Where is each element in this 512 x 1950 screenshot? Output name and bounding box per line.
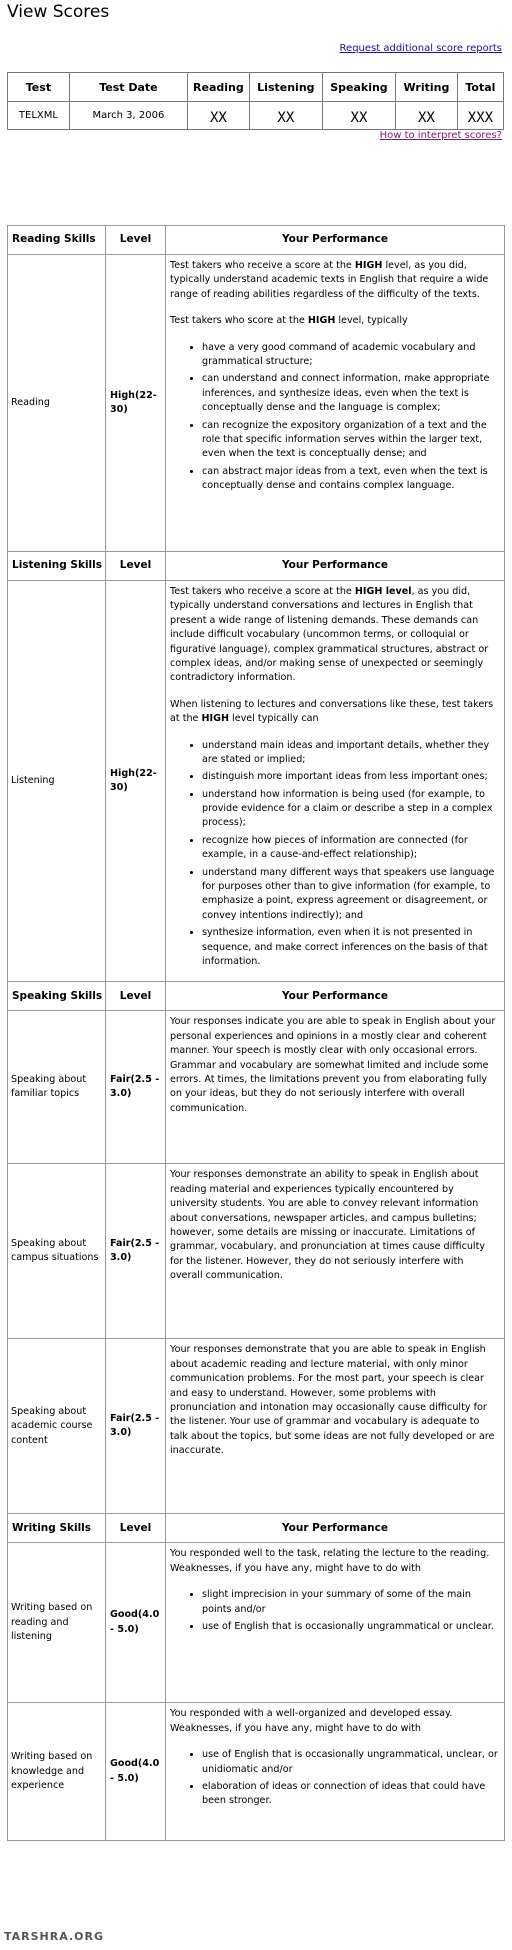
col-reading: Reading	[187, 73, 249, 102]
skill-level: Fair(2.5 - 3.0)	[106, 1339, 166, 1514]
performance-paragraph: You responded with a well-organized and developed essay. Weaknesses, if you have any, might have to do with	[170, 1708, 453, 1734]
writing-skills-heading: Writing Skills	[8, 1514, 106, 1543]
skill-level: High(22-30)	[106, 255, 166, 552]
skill-name: Writing based on knowledge and experience	[8, 1703, 106, 1841]
performance-heading: Your Performance	[166, 1514, 505, 1543]
cell-total-score	[457, 102, 503, 130]
skill-level: Fair(2.5 - 3.0)	[106, 1164, 166, 1339]
performance-description: Your responses indicate you are able to speak in English about your personal experiences and opinions in a mostly clear and coherent manner. Your speech is mostly clear with only occasional errors. Grammar and vocabulary are somewhat limited and include some errors. At times, the limitations prevent you from elaborating fully on your ideas, but they do not seriously interfere with overall communication.	[166, 1011, 505, 1164]
writing-score: XX	[418, 109, 435, 126]
skill-name: Writing based on reading and listening	[8, 1543, 106, 1703]
cell-test: TELXML	[8, 102, 70, 130]
skill-level: Good(4.0 - 5.0)	[106, 1543, 166, 1703]
skill-level: Fair(2.5 - 3.0)	[106, 1011, 166, 1164]
performance-heading: Your Performance	[166, 552, 505, 581]
writing-row	[8, 1543, 505, 1703]
text-run: level typically can	[229, 713, 319, 725]
reading-row	[8, 255, 505, 552]
speaking-header-row	[8, 982, 505, 1011]
bullet-item: • use of English that is occasionally ungrammatical, unclear, or unidiomatic and/or	[202, 1748, 498, 1777]
col-listening: Listening	[249, 73, 322, 102]
level-heading: Level	[106, 1514, 166, 1543]
total-score: XXX	[467, 109, 494, 126]
performance-description: Your responses demonstrate an ability to speak in English about reading material and experiences typically encountered by university students. You are able to convey relevant information about conversations, newspaper articles, and campus bulletins; however, some details are missing or inaccurate. Limitations of grammar, vocabulary, and pronunciation at times cause difficulty for the listener. However, they do not seriously interfere with overall communication.	[166, 1164, 505, 1339]
text-run: Test takers who score at the	[170, 315, 308, 327]
listening-score: XX	[277, 109, 295, 126]
interpret-scores-link[interactable]: How to interpret scores?	[379, 130, 502, 141]
bullet-item: • distinguish more important ideas from less important ones;	[202, 770, 498, 784]
bullet-item: • recognize how pieces of information are connected (for example, in a cause-and-effect relationship);	[202, 834, 498, 863]
bullet-item: • understand many different ways that speakers use language for purposes other than to give information (for example, to emphasize a point, express agreement or disagreement, or convey intentions indirectly); and	[202, 866, 498, 924]
bullet-item: • have a very good command of academic vocabulary and grammatical structure;	[202, 341, 498, 370]
performance-paragraph	[170, 314, 498, 328]
bullet-item: • can understand and connect information, make appropriate inferences, and synthesize ideas, even when the text is conceptually dense and the language is complex;	[202, 372, 498, 415]
reading-header-row	[8, 226, 505, 255]
performance-paragraph: You responded well to the task, relating the lecture to the reading. Weaknesses, if you have any, might have to do with	[170, 1548, 490, 1574]
level-emphasis: HIGH level	[354, 586, 412, 597]
speaking-score: XX	[350, 109, 368, 126]
bullet-item: • slight imprecision in your summary of some of the main points and/or	[202, 1588, 498, 1617]
performance-bullets	[170, 1748, 498, 1809]
skill-name: Listening	[8, 581, 106, 982]
col-speaking: Speaking	[322, 73, 395, 102]
page-title: View Scores	[7, 2, 110, 22]
col-writing: Writing	[396, 73, 458, 102]
bullet-item: • understand how information is being used (for example, to provide evidence for a claim or describe a step in a complex process);	[202, 788, 498, 831]
col-test-date: Test Date	[69, 73, 187, 102]
reading-skills-heading: Reading Skills	[8, 226, 106, 255]
performance-description	[166, 1543, 505, 1703]
speaking-row	[8, 1011, 505, 1164]
text-run: When listening to lectures and conversations like these, test takers at the	[170, 698, 494, 725]
text-run: , as you did, typically understand conversations and lectures in English that present a wide range of listening demands. These demands can include difficult vocabulary (uncommon terms, or colloquial or figurative language), complex grammatical structures, abstract or complex ideas, and/or making sense of unexpected or seemingly contradictory information.	[170, 586, 489, 684]
performance-heading: Your Performance	[166, 226, 505, 255]
site-watermark: TARSHRA.ORG	[4, 1930, 104, 1943]
cell-speaking-score	[322, 102, 395, 130]
text-run: Test takers who receive a score at the	[170, 586, 355, 597]
col-test: Test	[8, 73, 70, 102]
bullet-item: • synthesize information, even when it is not presented in sequence, and make correct inferences on the basis of that information.	[202, 926, 498, 969]
level-emphasis: HIGH	[307, 315, 336, 327]
skill-name: Reading	[8, 255, 106, 552]
bullet-item: • can recognize the expository organization of a text and the role that specific information serves within the larger text, even when the text is conceptually dense; and	[202, 419, 498, 462]
reading-score: XX	[209, 109, 227, 126]
listening-row	[8, 581, 505, 982]
skill-level: Good(4.0 - 5.0)	[106, 1703, 166, 1841]
level-heading: Level	[106, 982, 166, 1011]
performance-paragraph	[170, 259, 498, 302]
level-emphasis: HIGH	[354, 260, 383, 271]
performance-paragraph	[170, 585, 498, 686]
listening-header-row	[8, 552, 505, 581]
cell-reading-score	[187, 102, 249, 130]
performance-bullets	[170, 341, 498, 494]
speaking-row	[8, 1339, 505, 1514]
text-run: level, as you did, typically understand academic texts in English that require a wide range of reading abilities regardless of the difficulty of the texts.	[170, 260, 489, 300]
text-run: Test takers who receive a score at the	[170, 260, 355, 271]
bullet-item: • use of English that is occasionally ungrammatical or unclear.	[202, 1620, 498, 1634]
speaking-skills-heading: Speaking Skills	[8, 982, 106, 1011]
text-run: level, typically	[335, 315, 408, 327]
bullet-item: • understand main ideas and important details, whether they are stated or implied;	[202, 739, 498, 768]
cell-writing-score	[396, 102, 458, 130]
performance-description	[166, 255, 505, 552]
col-total: Total	[457, 73, 503, 102]
score-summary-header-row	[8, 73, 504, 102]
cell-listening-score	[249, 102, 322, 130]
skill-level: High(22-30)	[106, 581, 166, 982]
score-summary-table	[7, 72, 504, 130]
level-emphasis: HIGH	[201, 713, 229, 725]
performance-paragraph	[170, 698, 498, 727]
score-summary-row	[8, 102, 504, 130]
performance-description	[166, 1703, 505, 1841]
level-heading: Level	[106, 226, 166, 255]
skill-name: Speaking about campus situations	[8, 1164, 106, 1339]
performance-heading: Your Performance	[166, 982, 505, 1011]
skill-name: Speaking about academic course content	[8, 1339, 106, 1514]
performance-description	[166, 581, 505, 982]
performance-description: Your responses demonstrate that you are able to speak in English about academic reading and lecture material, with only minor communication problems. For the most part, your speech is clear and easy to understand. However, some problems with pronunciation and intonation may occasionally cause difficulty for the listener. Your use of grammar and vocabulary is adequate to talk about the topics, but some ideas are not fully developed or are inaccurate.	[166, 1339, 505, 1514]
performance-bullets	[170, 739, 498, 970]
request-scores-link[interactable]: Request additional score reports	[339, 43, 502, 54]
listening-skills-heading: Listening Skills	[8, 552, 106, 581]
bullet-item: • elaboration of ideas or connection of ideas that could have been stronger.	[202, 1780, 498, 1809]
performance-bullets	[170, 1588, 498, 1634]
writing-header-row	[8, 1514, 505, 1543]
speaking-row	[8, 1164, 505, 1339]
cell-test-date: March 3, 2006	[69, 102, 187, 130]
bullet-item: • can abstract major ideas from a text, even when the text is conceptually dense and contains complex language.	[202, 465, 498, 494]
skill-name: Speaking about familiar topics	[8, 1011, 106, 1164]
level-heading: Level	[106, 552, 166, 581]
writing-row	[8, 1703, 505, 1841]
performance-detail-table	[7, 225, 505, 1841]
